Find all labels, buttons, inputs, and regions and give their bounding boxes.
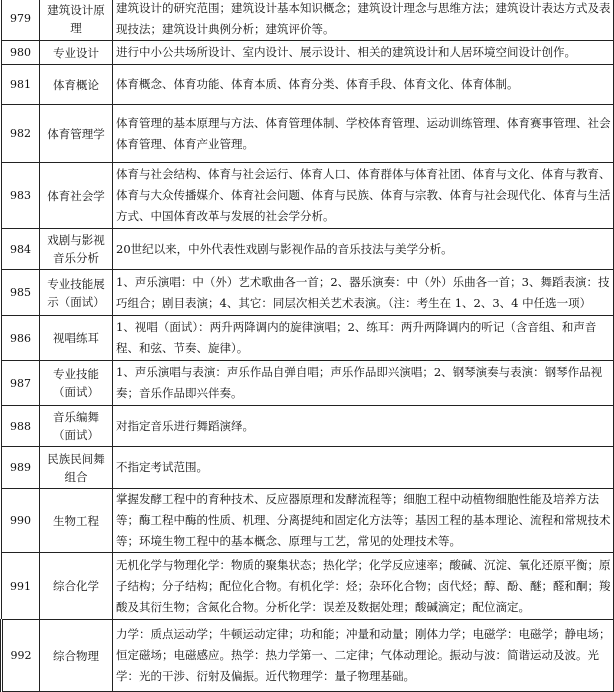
course-description: 20世纪以来，中外代表性戏剧与影视作品的音乐技法与美学分析。 [113, 229, 614, 270]
table-row [2, 229, 614, 270]
table-row [2, 620, 614, 692]
course-code: 990 [2, 489, 40, 553]
course-name: 民族民间舞组合 [40, 447, 113, 489]
table-row [2, 163, 614, 229]
course-code: 985 [2, 270, 40, 316]
course-code: 988 [2, 406, 40, 447]
course-description: 建筑设计的研究范围；建筑设计基本知识概念；建筑设计理念与思维方法；建筑设计表达方式及表现技法；建筑设计典例分析；建筑评价等。 [113, 0, 614, 41]
course-description: 无机化学与物理化学：物质的聚集状态；热化学；化学反应速率；酸碱、沉淀、氧化还原平衡；原子结构；分子结构；配位化合物。有机化学：烃；杂环化合物；卤代烃；醇、酚、醚；醛和酮；羧酸及其衍生物；含氮化合物。分析化学：误差及数据处理；酸碱滴定；配位滴定。 [113, 553, 614, 620]
course-name: 专业技能（面试） [40, 361, 113, 406]
course-code: 989 [2, 447, 40, 489]
course-name: 综合物理 [40, 620, 113, 692]
course-code: 979 [2, 0, 40, 41]
course-name: 体育管理学 [40, 105, 113, 163]
course-description: 体育与社会结构、体育与社会运行、体育人口、体育群体与体育社团、体育与文化、体育与教育、体育与大众传播媒介、体育社会问题、体育与民族、体育与宗教、体育与社会现代化、体育与生活方式、中国体育改革与发展的社会学分析。 [113, 163, 614, 229]
course-name: 综合化学 [40, 553, 113, 620]
course-description: 力学：质点运动学；牛顿运动定律；功和能；冲量和动量；刚体力学；电磁学：电磁学；静电场；恒定磁场；电磁感应。热学：热力学第一、二定律；气体动理论。振动与波：简谐运动及波。光学：光的干涉、衍射及偏振。近代物理学：量子物理基础。 [113, 620, 614, 692]
course-description: 对指定音乐进行舞蹈演绎。 [113, 406, 614, 447]
course-code: 984 [2, 229, 40, 270]
course-code: 981 [2, 65, 40, 105]
table-row [2, 406, 614, 447]
course-code: 983 [2, 163, 40, 229]
course-name: 音乐编舞（面试） [40, 406, 113, 447]
course-description: 1、声乐演唱与表演：声乐作品自弹自唱；声乐作品即兴演唱；2、钢琴演奏与表演：钢琴作品视奏；音乐作品即兴伴奏。 [113, 361, 614, 406]
course-description: 不指定考试范围。 [113, 447, 614, 489]
course-code: 991 [2, 553, 40, 620]
table-row [2, 316, 614, 361]
course-code: 980 [2, 41, 40, 65]
table-row [2, 361, 614, 406]
course-name: 视唱练耳 [40, 316, 113, 361]
table-row [2, 65, 614, 105]
course-description: 1、视唱（面试）：两升两降调内的旋律演唱；2、练耳：两升两降调内的听记（含音组、和声音程、和弦、节奏、旋律）。 [113, 316, 614, 361]
course-description: 掌握发酵工程中的育种技术、反应器原理和发酵流程等；细胞工程中动植物细胞性能及培养方法等；酶工程中酶的性质、机理、分离提纯和固定化方法等；基因工程的基本理论、流程和常规技术等；环境生物工程中的基本概念、原理与工艺，常见的处理技术等。 [113, 489, 614, 553]
course-name: 戏剧与影视音乐分析 [40, 229, 113, 270]
course-description: 体育管理的基本原理与方法、体育管理体制、学校体育管理、运动训练管理、体育赛事管理、社会体育管理、体育产业管理。 [113, 105, 614, 163]
course-code: 986 [2, 316, 40, 361]
table-row [2, 489, 614, 553]
course-name: 专业技能展示（面试） [40, 270, 113, 316]
table-row [2, 270, 614, 316]
table-row [2, 553, 614, 620]
course-code: 987 [2, 361, 40, 406]
course-name: 生物工程 [40, 489, 113, 553]
course-description: 进行中小公共场所设计、室内设计、展示设计、相关的建筑设计和人居环境空间设计创作。 [113, 41, 614, 65]
course-name: 体育社会学 [40, 163, 113, 229]
course-code: 992 [2, 620, 40, 692]
course-code: 982 [2, 105, 40, 163]
course-description: 体育概念、体育功能、体育本质、体育分类、体育手段、体育文化、体育体制。 [113, 65, 614, 105]
course-name: 体育概论 [40, 65, 113, 105]
table-row [2, 447, 614, 489]
table-row [2, 41, 614, 65]
table-row [2, 0, 614, 41]
course-name: 专业设计 [40, 41, 113, 65]
course-description: 1、声乐演唱：中（外）艺术歌曲各一首；2、器乐演奏：中（外）乐曲各一首；3、舞蹈表演：技巧组合；剧目表演；4、其它：同层次相关艺术表演。（注：考生在 1、2、3、4 中任选一项） [113, 270, 614, 316]
course-name: 建筑设计原理 [40, 0, 113, 41]
table-row [2, 105, 614, 163]
